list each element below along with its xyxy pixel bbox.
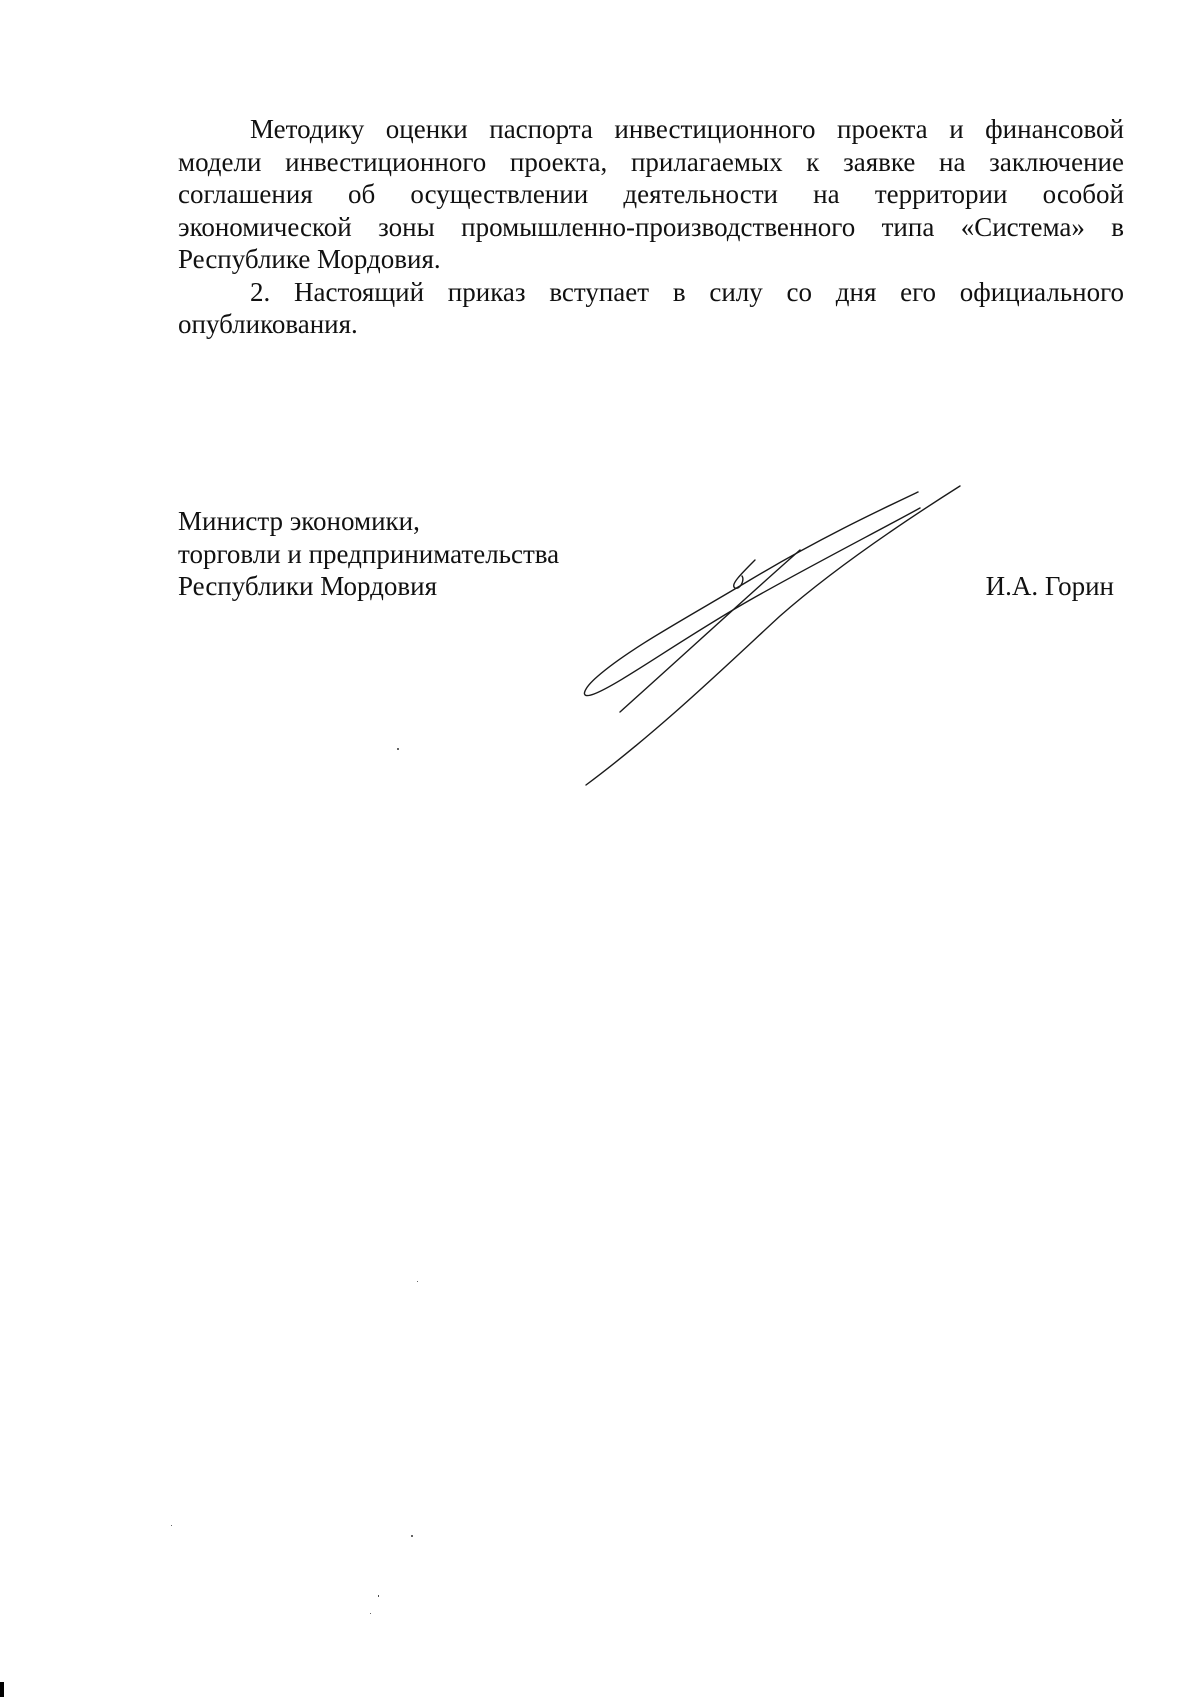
signer-title-line: Министр экономики, bbox=[178, 506, 420, 536]
scan-speck bbox=[370, 1613, 371, 1614]
signature-stroke-cross bbox=[620, 550, 800, 712]
scan-edge-mark bbox=[0, 1682, 4, 1697]
scan-speck bbox=[378, 1595, 379, 1597]
scan-speck bbox=[171, 1525, 172, 1526]
scan-speck bbox=[397, 748, 399, 750]
handwritten-signature bbox=[580, 480, 970, 790]
paragraph-methodology: Методику оценки паспорта инвестиционного проекта и финансовой модели инвестиционного проекта, прилагаемых к заявке на заключение соглашения об осуществлении деятельности на территории особой экономической зоны промышленно-производственного типа «Система» в Республике Мордовия. bbox=[178, 114, 1124, 274]
signature-stroke-loop bbox=[584, 492, 920, 696]
paragraph-effective-date: 2. Настоящий приказ вступает в силу со дня его официального опубликования. bbox=[178, 276, 1124, 339]
signer-name: И.А. Горин bbox=[985, 571, 1114, 601]
signature-stroke-diagonal bbox=[586, 486, 960, 785]
document-body bbox=[178, 113, 1124, 341]
signer-title-line: торговли и предпринимательства bbox=[178, 538, 560, 569]
scan-speck bbox=[411, 1535, 413, 1537]
signer-title-line: Республики Мордовия bbox=[178, 571, 438, 601]
scan-speck bbox=[417, 1281, 418, 1282]
